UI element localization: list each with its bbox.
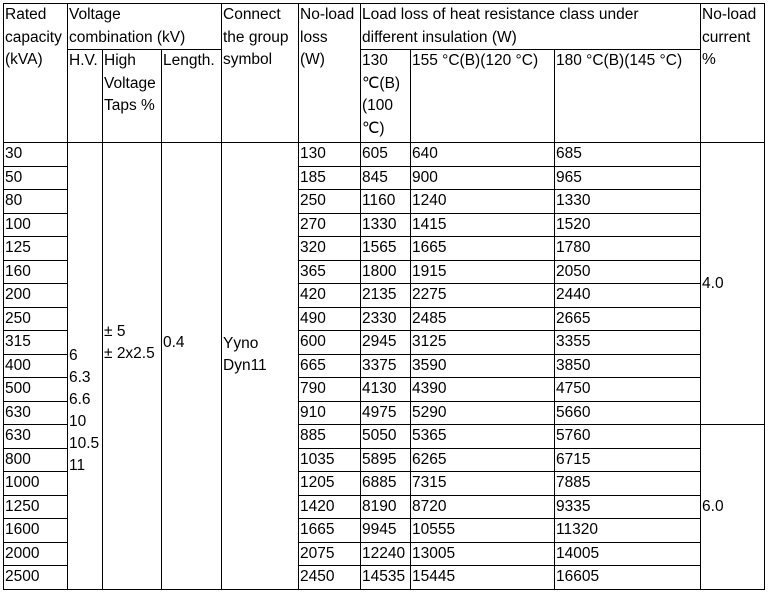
cell-load-loss-180: 9335 <box>555 495 701 519</box>
cell-load-loss-155: 1415 <box>411 213 555 237</box>
cell-load-loss-130: 1160 <box>361 190 411 214</box>
cell-rated-capacity: 400 <box>4 354 68 378</box>
cell-rated-capacity: 500 <box>4 378 68 402</box>
cell-rated-capacity: 1250 <box>4 495 68 519</box>
cell-load-loss-130: 2330 <box>361 307 411 331</box>
cell-load-loss-130: 12240 <box>361 542 411 566</box>
cell-load-loss-155: 7315 <box>411 472 555 496</box>
cell-load-loss-180: 16605 <box>555 566 701 590</box>
cell-load-loss-180: 6715 <box>555 448 701 472</box>
cell-load-loss-130: 1330 <box>361 213 411 237</box>
cell-rated-capacity: 315 <box>4 331 68 355</box>
header-voltage-combination: Voltage combination (kV) <box>68 4 222 50</box>
header-rated-capacity: Rated capacity (kVA) <box>4 4 68 143</box>
cell-load-loss-180: 4750 <box>555 378 701 402</box>
cell-rated-capacity: 1000 <box>4 472 68 496</box>
cell-load-loss-155: 6265 <box>411 448 555 472</box>
cell-load-loss-130: 5895 <box>361 448 411 472</box>
cell-no-load-loss: 600 <box>299 331 361 355</box>
header-class-155: 155 °C(B)(120 °C) <box>411 50 555 143</box>
header-no-load-current: No-load current % <box>701 4 765 143</box>
cell-no-load-loss: 270 <box>299 213 361 237</box>
cell-load-loss-155: 5365 <box>411 425 555 449</box>
cell-rated-capacity: 1600 <box>4 519 68 543</box>
cell-no-load-loss: 1035 <box>299 448 361 472</box>
cell-rated-capacity: 630 <box>4 401 68 425</box>
cell-load-loss-155: 640 <box>411 143 555 167</box>
cell-load-loss-130: 6885 <box>361 472 411 496</box>
cell-load-loss-130: 2135 <box>361 284 411 308</box>
cell-load-loss-155: 1665 <box>411 237 555 261</box>
cell-no-load-loss: 130 <box>299 143 361 167</box>
cell-load-loss-130: 3375 <box>361 354 411 378</box>
cell-load-loss-155: 2485 <box>411 307 555 331</box>
header-class-180: 180 °C(B)(145 °C) <box>555 50 701 143</box>
cell-no-load-loss: 365 <box>299 260 361 284</box>
cell-no-load-loss: 420 <box>299 284 361 308</box>
cell-load-loss-180: 11320 <box>555 519 701 543</box>
cell-load-loss-180: 5760 <box>555 425 701 449</box>
header-load-loss: Load loss of heat resistance class under different insulation (W) <box>361 4 701 50</box>
cell-load-loss-130: 845 <box>361 166 411 190</box>
cell-load-loss-155: 13005 <box>411 542 555 566</box>
cell-rated-capacity: 250 <box>4 307 68 331</box>
cell-load-loss-155: 8720 <box>411 495 555 519</box>
cell-load-loss-180: 1780 <box>555 237 701 261</box>
cell-load-loss-155: 3125 <box>411 331 555 355</box>
cell-load-loss-155: 4390 <box>411 378 555 402</box>
header-hv: H.V. <box>68 50 103 143</box>
cell-load-loss-180: 3355 <box>555 331 701 355</box>
cell-load-loss-155: 15445 <box>411 566 555 590</box>
cell-no-load-loss: 665 <box>299 354 361 378</box>
cell-no-load-loss: 320 <box>299 237 361 261</box>
cell-load-loss-155: 1240 <box>411 190 555 214</box>
cell-no-load-loss: 2075 <box>299 542 361 566</box>
cell-no-load-loss: 885 <box>299 425 361 449</box>
header-no-load-loss: No-load loss (W) <box>299 4 361 143</box>
cell-load-loss-130: 605 <box>361 143 411 167</box>
cell-no-load-loss: 2450 <box>299 566 361 590</box>
cell-load-loss-155: 5290 <box>411 401 555 425</box>
cell-rated-capacity: 200 <box>4 284 68 308</box>
cell-rated-capacity: 100 <box>4 213 68 237</box>
cell-rated-capacity: 800 <box>4 448 68 472</box>
cell-load-loss-180: 3850 <box>555 354 701 378</box>
cell-load-loss-130: 2945 <box>361 331 411 355</box>
cell-no-load-current-group2: 6.0 <box>701 425 765 590</box>
cell-load-loss-130: 1800 <box>361 260 411 284</box>
cell-rated-capacity: 80 <box>4 190 68 214</box>
table-row <box>4 143 765 167</box>
cell-rated-capacity: 30 <box>4 143 68 167</box>
cell-rated-capacity: 50 <box>4 166 68 190</box>
cell-load-loss-180: 7885 <box>555 472 701 496</box>
cell-rated-capacity: 160 <box>4 260 68 284</box>
cell-load-loss-130: 4975 <box>361 401 411 425</box>
cell-rated-capacity: 125 <box>4 237 68 261</box>
cell-load-loss-155: 900 <box>411 166 555 190</box>
header-length: Length. <box>162 50 222 143</box>
cell-no-load-loss: 790 <box>299 378 361 402</box>
cell-hv-values: 6 6.3 6.6 10 10.5 11 <box>68 143 103 590</box>
cell-load-loss-180: 1330 <box>555 190 701 214</box>
cell-load-loss-180: 2440 <box>555 284 701 308</box>
cell-load-loss-130: 8190 <box>361 495 411 519</box>
cell-high-voltage-taps: ± 5 ± 2x2.5 <box>103 143 162 590</box>
cell-load-loss-130: 1565 <box>361 237 411 261</box>
cell-load-loss-180: 2665 <box>555 307 701 331</box>
cell-load-loss-180: 5660 <box>555 401 701 425</box>
cell-no-load-loss: 1665 <box>299 519 361 543</box>
cell-load-loss-130: 4130 <box>361 378 411 402</box>
header-class-130: 130 ℃(B) (100 ℃) <box>361 50 411 143</box>
transformer-spec-table <box>3 3 765 590</box>
cell-load-loss-180: 965 <box>555 166 701 190</box>
cell-load-loss-180: 1520 <box>555 213 701 237</box>
cell-load-loss-155: 2275 <box>411 284 555 308</box>
cell-connect-group: Yyno Dyn11 <box>222 143 299 590</box>
cell-load-loss-180: 685 <box>555 143 701 167</box>
cell-no-load-loss: 910 <box>299 401 361 425</box>
cell-length: 0.4 <box>162 143 222 590</box>
cell-no-load-current-group1: 4.0 <box>701 143 765 425</box>
cell-load-loss-155: 1915 <box>411 260 555 284</box>
header-high-voltage-taps: High Voltage Taps % <box>103 50 162 143</box>
cell-rated-capacity: 2500 <box>4 566 68 590</box>
cell-load-loss-155: 10555 <box>411 519 555 543</box>
cell-load-loss-180: 2050 <box>555 260 701 284</box>
cell-load-loss-130: 9945 <box>361 519 411 543</box>
cell-no-load-loss: 490 <box>299 307 361 331</box>
cell-no-load-loss: 1420 <box>299 495 361 519</box>
header-connect-group: Connect the group symbol <box>222 4 299 143</box>
cell-no-load-loss: 185 <box>299 166 361 190</box>
cell-load-loss-130: 5050 <box>361 425 411 449</box>
cell-no-load-loss: 250 <box>299 190 361 214</box>
cell-load-loss-155: 3590 <box>411 354 555 378</box>
cell-rated-capacity: 630 <box>4 425 68 449</box>
cell-load-loss-180: 14005 <box>555 542 701 566</box>
cell-rated-capacity: 2000 <box>4 542 68 566</box>
cell-load-loss-130: 14535 <box>361 566 411 590</box>
cell-no-load-loss: 1205 <box>299 472 361 496</box>
